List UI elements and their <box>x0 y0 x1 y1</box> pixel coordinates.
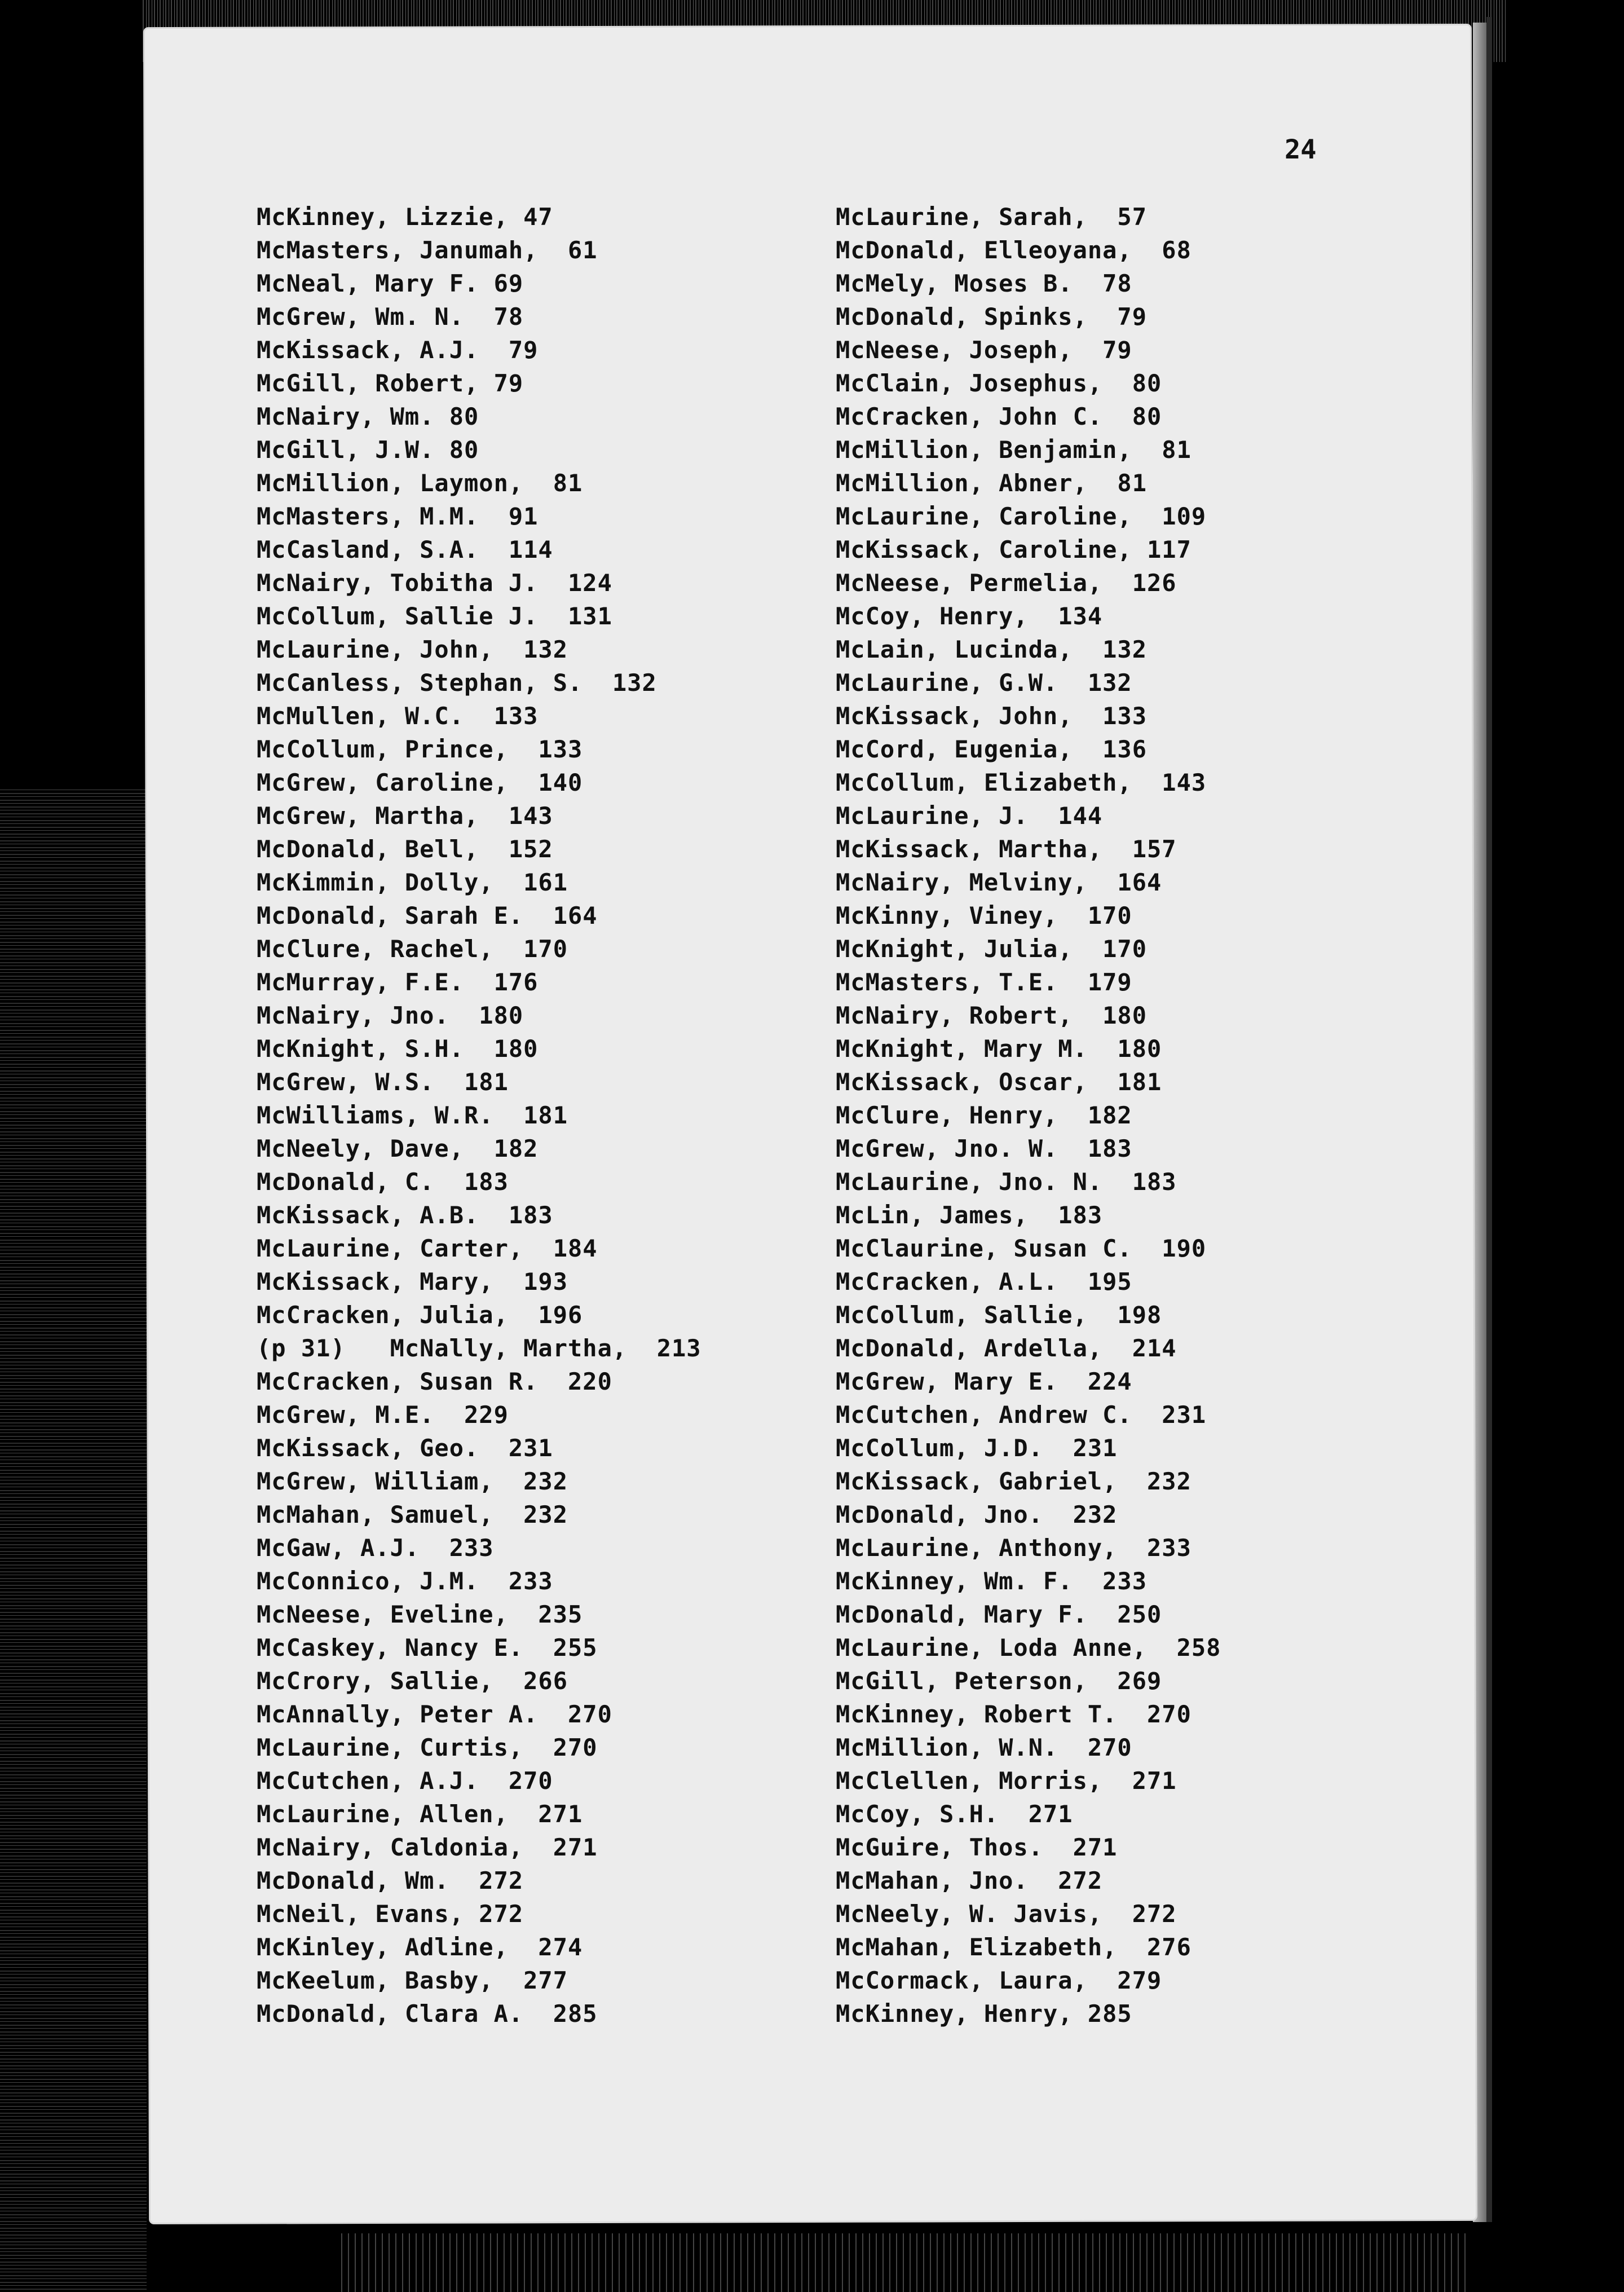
index-entry: McCollum, Sallie, 198 <box>836 1301 1162 1329</box>
index-entry: (p 31) McNally, Martha, 213 <box>257 1334 701 1362</box>
index-entry: McCaskey, Nancy E. 255 <box>257 1634 598 1661</box>
index-entry: McMasters, Janumah, 61 <box>257 236 598 264</box>
index-entry: McClaurine, Susan C. 190 <box>836 1235 1207 1262</box>
index-entry: McDonald, Clara A. 285 <box>257 2000 598 2027</box>
index-entry: McMillion, W.N. 270 <box>836 1734 1132 1761</box>
index-entry: McLaurine, Carter, 184 <box>257 1235 598 1262</box>
index-entry: McDonald, Elleoyana, 68 <box>836 236 1191 264</box>
index-entry: McKeelum, Basby, 277 <box>257 1967 568 1994</box>
index-entry: McGuire, Thos. 271 <box>836 1833 1118 1861</box>
index-entry: McLaurine, G.W. 132 <box>836 669 1132 697</box>
scan-noise-left <box>0 790 147 2292</box>
index-entry: McKinney, Lizzie, 47 <box>257 203 553 231</box>
index-entry: McCollum, Sallie J. 131 <box>257 602 612 630</box>
index-entry: McGill, J.W. 80 <box>257 436 479 464</box>
index-entry: McNeely, Dave, 182 <box>257 1135 539 1162</box>
index-entry: McCoy, Henry, 134 <box>836 602 1103 630</box>
index-entry: McKinny, Viney, 170 <box>836 902 1132 929</box>
index-entry: McNairy, Wm. 80 <box>257 403 479 430</box>
index-entry: McConnico, J.M. 233 <box>257 1567 553 1595</box>
index-entry: McMasters, T.E. 179 <box>836 968 1132 996</box>
index-entry: McKissack, Gabriel, 232 <box>836 1467 1191 1495</box>
index-entry: McKissack, Geo. 231 <box>257 1434 553 1462</box>
index-entry: McDonald, Mary F. 250 <box>836 1601 1162 1628</box>
index-entry: McKnight, Mary M. 180 <box>836 1035 1162 1063</box>
index-entry: McNairy, Robert, 180 <box>836 1002 1148 1029</box>
index-entry: McCasland, S.A. 114 <box>257 536 553 563</box>
index-entry: McMurray, F.E. 176 <box>257 968 539 996</box>
index-entry: McKissack, John, 133 <box>836 702 1148 730</box>
index-entry: McCollum, Elizabeth, 143 <box>836 769 1207 796</box>
index-entry: McGrew, Martha, 143 <box>257 802 553 830</box>
index-entry: McKissack, Caroline, 117 <box>836 536 1191 563</box>
index-entry: McWilliams, W.R. 181 <box>257 1101 568 1129</box>
index-entry: McKinney, Wm. F. 233 <box>836 1567 1148 1595</box>
index-entry: McGrew, Wm. N. 78 <box>257 303 524 330</box>
index-entry: McDonald, Jno. 232 <box>836 1501 1118 1528</box>
index-entry: McKissack, Mary, 193 <box>257 1268 568 1295</box>
scan-noise-bottom <box>338 2233 1466 2292</box>
index-entry: McKissack, A.J. 79 <box>257 336 539 364</box>
index-entry: McNeal, Mary F. 69 <box>257 270 524 297</box>
index-entry: McLaurine, Jno. N. 183 <box>836 1168 1177 1196</box>
index-entry: McMasters, M.M. 91 <box>257 503 539 530</box>
index-entry: McLin, James, 183 <box>836 1201 1103 1229</box>
index-entry: McLaurine, Curtis, 270 <box>257 1734 598 1761</box>
index-entry: McNeese, Eveline, 235 <box>257 1601 583 1628</box>
index-entry: McMahan, Elizabeth, 276 <box>836 1933 1191 1961</box>
index-entry: McKissack, Oscar, 181 <box>836 1068 1162 1096</box>
index-entry: McCracken, A.L. 195 <box>836 1268 1132 1295</box>
index-entry: McGrew, Mary E. 224 <box>836 1368 1132 1395</box>
index-entry: McMillion, Benjamin, 81 <box>836 436 1191 464</box>
index-entry: McCord, Eugenia, 136 <box>836 735 1148 763</box>
index-entry: McKissack, Martha, 157 <box>836 835 1177 863</box>
index-entry: McDonald, C. 183 <box>257 1168 509 1196</box>
index-entry: McNeil, Evans, 272 <box>257 1900 524 1928</box>
index-entry: McLaurine, J. 144 <box>836 802 1103 830</box>
index-entry: McDonald, Wm. 272 <box>257 1867 524 1894</box>
index-entry: McClellen, Morris, 271 <box>836 1767 1177 1795</box>
index-entry: McGill, Robert, 79 <box>257 369 524 397</box>
index-entry: McCoy, S.H. 271 <box>836 1800 1073 1828</box>
index-entry: McKissack, A.B. 183 <box>257 1201 553 1229</box>
index-entry: McNeese, Joseph, 79 <box>836 336 1132 364</box>
index-entry: McLain, Lucinda, 132 <box>836 636 1148 663</box>
index-entry: McCanless, Stephan, S. 132 <box>257 669 657 697</box>
page-edge <box>1473 23 1486 2222</box>
index-entry: McGill, Peterson, 269 <box>836 1667 1162 1695</box>
index-entry: McLaurine, Allen, 271 <box>257 1800 583 1828</box>
index-entry: McGrew, Caroline, 140 <box>257 769 583 796</box>
index-entry: McNeese, Permelia, 126 <box>836 569 1177 597</box>
index-entry: McCormack, Laura, 279 <box>836 1967 1162 1994</box>
index-entry: McGrew, William, 232 <box>257 1467 568 1495</box>
index-entry: McCutchen, A.J. 270 <box>257 1767 553 1795</box>
index-entry: McCracken, John C. 80 <box>836 403 1162 430</box>
index-entry: McLaurine, Loda Anne, 258 <box>836 1634 1221 1661</box>
index-entry: McMillion, Laymon, 81 <box>257 469 583 497</box>
index-entry: McNairy, Jno. 180 <box>257 1002 524 1029</box>
index-entry: McNairy, Caldonia, 271 <box>257 1833 598 1861</box>
index-entry: McKnight, S.H. 180 <box>257 1035 539 1063</box>
index-entry: McGrew, Jno. W. 183 <box>836 1135 1132 1162</box>
index-entry: McMullen, W.C. 133 <box>257 702 539 730</box>
index-entry: McNairy, Melviny, 164 <box>836 869 1162 896</box>
index-entry: McCracken, Julia, 196 <box>257 1301 583 1329</box>
index-entry: McMahan, Jno. 272 <box>836 1867 1103 1894</box>
index-entry: McGaw, A.J. 233 <box>257 1534 494 1562</box>
right-column-list <box>836 200 1400 2030</box>
index-entry: McClure, Rachel, 170 <box>257 935 568 963</box>
index-entry: McDonald, Sarah E. 164 <box>257 902 598 929</box>
index-entry: McMahan, Samuel, 232 <box>257 1501 568 1528</box>
index-entry: McGrew, M.E. 229 <box>257 1401 509 1429</box>
index-entry: McCrory, Sallie, 266 <box>257 1667 568 1695</box>
page-edge-shadow <box>1486 17 1492 2222</box>
index-entry: McDonald, Bell, 152 <box>257 835 553 863</box>
index-entry: McLaurine, John, 132 <box>257 636 568 663</box>
index-entry: McCollum, J.D. 231 <box>836 1434 1118 1462</box>
index-entry: McClain, Josephus, 80 <box>836 369 1162 397</box>
index-entry: McDonald, Ardella, 214 <box>836 1334 1177 1362</box>
index-entry: McAnnally, Peter A. 270 <box>257 1700 612 1728</box>
left-column-list <box>257 200 820 2030</box>
index-entry: McMillion, Abner, 81 <box>836 469 1148 497</box>
index-entry: McKnight, Julia, 170 <box>836 935 1148 963</box>
index-entry: McCollum, Prince, 133 <box>257 735 583 763</box>
index-entry: McKinley, Adline, 274 <box>257 1933 583 1961</box>
index-entry: McGrew, W.S. 181 <box>257 1068 509 1096</box>
index-entry: McCracken, Susan R. 220 <box>257 1368 612 1395</box>
page-number: 24 <box>1285 134 1317 165</box>
index-entry: McDonald, Spinks, 79 <box>836 303 1148 330</box>
index-entry: McClure, Henry, 182 <box>836 1101 1132 1129</box>
index-entry: McKinney, Robert T. 270 <box>836 1700 1191 1728</box>
index-entry: McLaurine, Anthony, 233 <box>836 1534 1191 1562</box>
index-entry: McNairy, Tobitha J. 124 <box>257 569 612 597</box>
index-entry: McMely, Moses B. 78 <box>836 270 1132 297</box>
index-entry: McKinney, Henry, 285 <box>836 2000 1132 2027</box>
index-entry: McKimmin, Dolly, 161 <box>257 869 568 896</box>
index-entry: McLaurine, Caroline, 109 <box>836 503 1207 530</box>
index-entry: McNeely, W. Javis, 272 <box>836 1900 1177 1928</box>
index-entry: McLaurine, Sarah, 57 <box>836 203 1148 231</box>
index-entry: McCutchen, Andrew C. 231 <box>836 1401 1207 1429</box>
